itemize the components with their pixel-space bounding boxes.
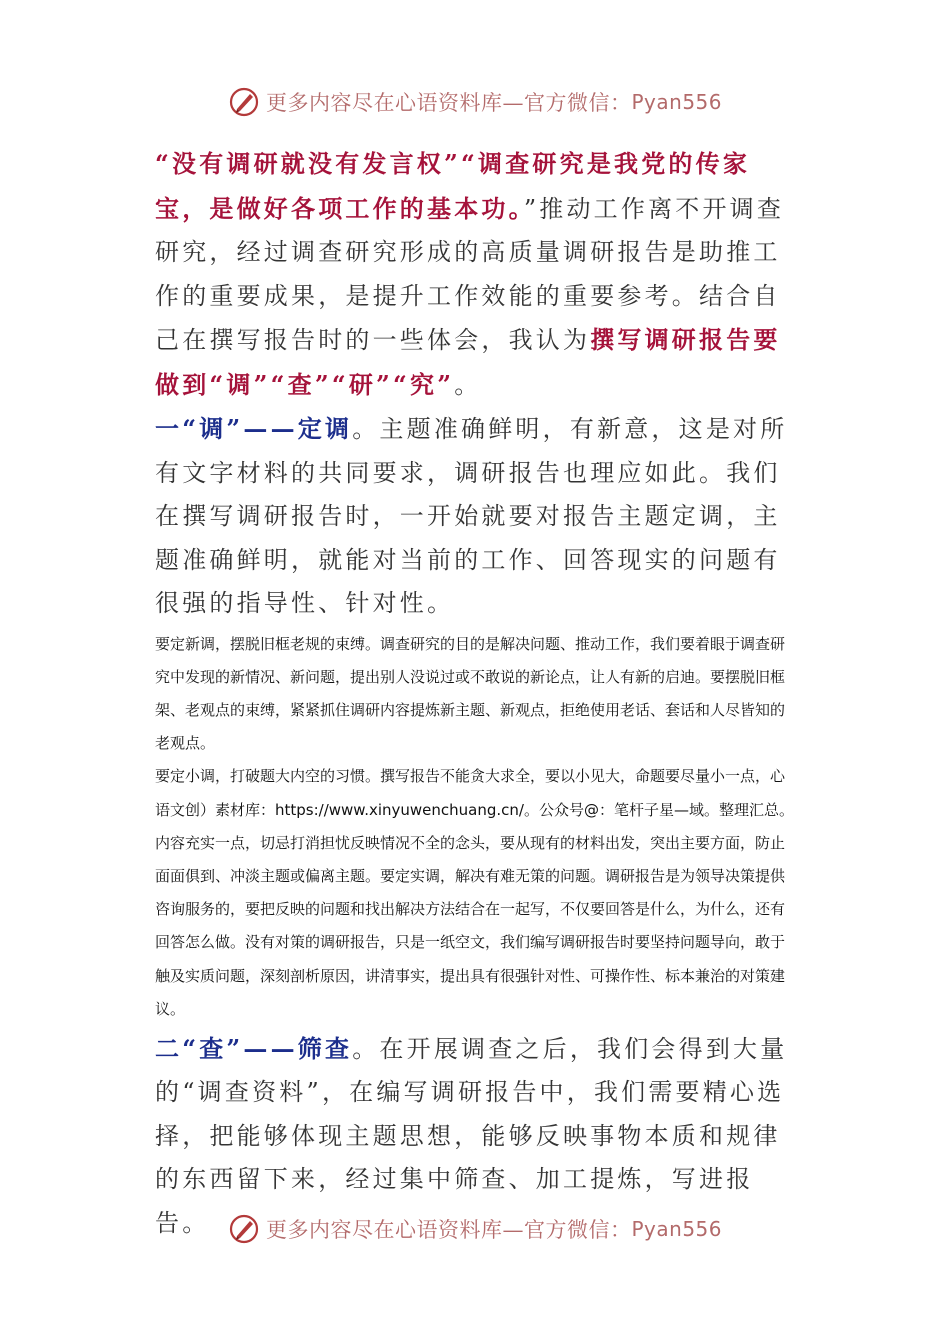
intro-paragraph bbox=[155, 142, 795, 407]
section1-heading: 一“调”——定调 bbox=[155, 414, 353, 443]
header-banner-text: 更多内容尽在心语资料库—官方微信： bbox=[265, 91, 632, 115]
document-body bbox=[155, 142, 795, 1245]
section1-small-paragraph: 要定小调，打破题大内空的习惯。撰写报告不能贪大求全，要以小见大，命题要尽量小一点，心语文创）素材库：https://www.xinyuwenchuang.cn/。公众号@：笔杆子星—域。整理汇总。内容充实一点，切忌打消担忧反映情况不全的念头，要从现有的材料出发，突出主要方面，防止面面俱到、冲淡主题或偏离主题。要定实调，解决有难无策的问题。调研报告是为领导决策提供咨询服务的，要把反映的问题和找出解决方法结合在一起写，不仅要回答是什么，为什么，还有回答怎么做。没有对策的调研报告，只是一纸空文，我们编写调研报告时要坚持问题导向，敢于触及实质问题，深刻剖析原因，讲清事实，提出具有很强针对性、可操作性、标本兼治的对策建议。 bbox=[155, 767, 794, 1018]
intro-highlight: 撰写调研报告要做到“调”“查”“研”“究” bbox=[155, 325, 781, 399]
intro-quote: “没有调研就没有发言权”“调查研究是我党的传家宝，是做好各项工作的基本功。 bbox=[155, 149, 751, 223]
section2-body: 。在开展调查之后，我们会得到大量的“调查资料”，在编写调研报告中，我们需要精心选择，把能够体现主题思想，能够反映事物本质和规律的东西留下来，经过集中筛查、加工提炼，写进报告。 bbox=[155, 1034, 788, 1237]
section1-body: 。主题准确鲜明，有新意，这是对所有文字材料的共同要求，调研报告也理应如此。我们在撰写调研报告时，一开始就要对报告主题定调，主题准确鲜明，就能对当前的工作、回答现实的问题有很强的指导性、针对性。 bbox=[155, 415, 788, 617]
section1-new-paragraph: 要定新调，摆脱旧框老规的束缚。调查研究的目的是解决问题、推动工作，我们要着眼于调查研究中发现的新情况、新问题，提出别人没说过或不敢说的新论点，让人有新的启迪。要摆脱旧框架、老观点的束缚，紧紧抓住调研内容提炼新主题、新观点，拒绝使用老话、套话和人尽皆知的老观点。 bbox=[155, 634, 786, 753]
intro-end: 。 bbox=[454, 370, 482, 399]
section1-paragraph bbox=[155, 407, 795, 626]
pen-circle-logo-icon bbox=[228, 1213, 260, 1245]
header-wechat-id: Pyan556 bbox=[631, 90, 722, 114]
footer-banner-text: 更多内容尽在心语资料库—官方微信： bbox=[265, 1218, 632, 1242]
footer-wechat-id: Pyan556 bbox=[631, 1217, 722, 1241]
intro-body: ”推动工作离不开调查研究，经过调查研究形成的高质量调研报告是助推工作的重要成果，是提升工作效能的重要参考。结合自己在撰写报告时的一些体会，我认为 bbox=[155, 194, 785, 354]
pen-circle-logo-icon bbox=[228, 86, 260, 118]
header-banner bbox=[0, 82, 950, 122]
footer-banner bbox=[0, 1209, 950, 1249]
section2-heading: 二“查”——筛查 bbox=[155, 1033, 353, 1063]
